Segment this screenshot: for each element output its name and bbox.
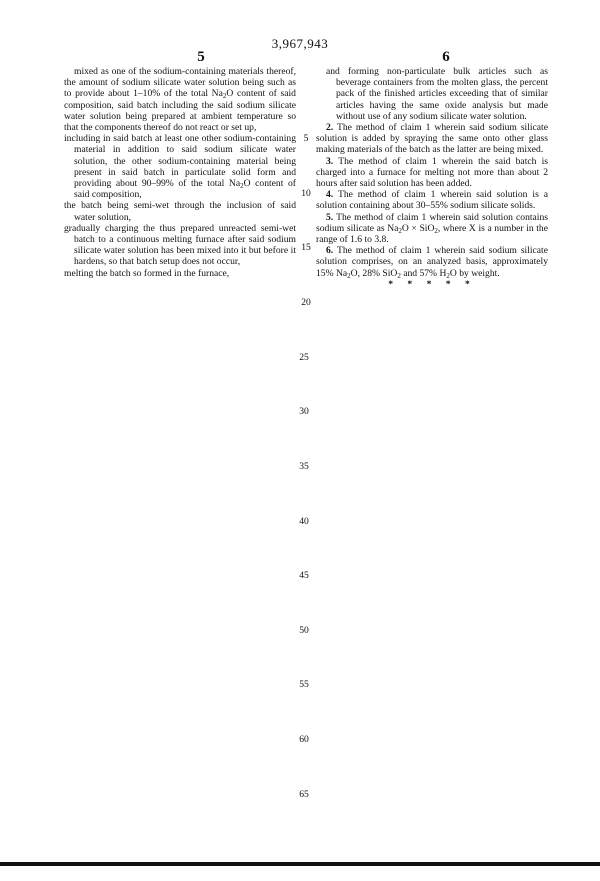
line-number: 30 xyxy=(299,406,309,417)
left-paragraph-5: melting the batch so formed in the furnace, xyxy=(64,267,230,279)
line-number: 65 xyxy=(299,789,309,800)
bottom-rule xyxy=(0,862,600,866)
claim-6: 6. The method of claim 1 wherein said sodium silicate solution comprises, on an analyzed basis, approximately 15% $Na_2O$, 28% SiO$_2$ and 57% $H_2O$ by weight. xyxy=(316,245,548,280)
line-number: 10 xyxy=(301,188,311,199)
right-column xyxy=(316,66,548,290)
left-paragraph-2: including in said batch at least one other sodium-containing material in addition to said sodium silicate water solution, the other sodium-containing material being present in said batch in particulate solid form and providing about 90–99% of the total $Na_2O$ content of said composition, xyxy=(64,133,296,201)
line-number: 15 xyxy=(301,242,311,253)
line-number: 45 xyxy=(299,570,309,581)
claim-4: 4. The method of claim 1 wherein said solution is a solution containing about 30–55% sodium silicate solids. xyxy=(316,189,548,212)
line-number: 60 xyxy=(299,734,309,745)
patent-number: 3,967,943 xyxy=(271,36,329,51)
line-number: 5 xyxy=(303,133,309,144)
line-number: 35 xyxy=(299,461,309,472)
left-paragraph-3: the batch being semi-wet through the inclusion of said water solution, xyxy=(64,200,296,223)
left-column xyxy=(64,66,296,279)
claim-3: 3. The method of claim 1 wherein the said batch is charged into a furnace for melting not more than about 2 hours after said solution has been added. xyxy=(316,155,549,190)
line-number: 55 xyxy=(299,679,309,690)
line-number: 25 xyxy=(299,352,309,363)
end-of-document-mark: * * * * * xyxy=(388,278,476,290)
left-paragraph-1: mixed as one of the sodium-containing materials thereof, the amount of sodium silicate water solution being such as to provide about 1–10% of the total $Na_2O$ content of said composition, said batch including the said sodium silicate water solution being prepared at ambient temperature so that the components thereof do not react or set up, xyxy=(64,66,296,134)
line-number: 20 xyxy=(301,297,311,308)
right-column-number: 6 xyxy=(442,49,450,65)
right-paragraph-1: and forming non-particulate bulk articles such as beverage containers from the molten glass, the percent pack of the finished articles exceeding that of similar articles having the same oxide analysis but made without use of any sodium silicate water solution. xyxy=(326,66,548,122)
left-paragraph-4: gradually charging the thus prepared unreacted semi-wet batch to a continuous melting furnace after said sodium silicate water solution has been mixed into it but before it hardens, so that batch setup does not occur, xyxy=(64,222,296,268)
line-number: 50 xyxy=(299,625,309,636)
left-column-number: 5 xyxy=(197,49,205,65)
claim-2: 2. The method of claim 1 wherein said sodium silicate solution is added by spraying the same onto other glass making materials of the batch as the latter are being mixed. xyxy=(316,122,548,156)
line-number: 40 xyxy=(299,516,309,527)
claim-5: 5. The method of claim 1 wherein said solution contains sodium silicate as $Na_2O \times SiO_2$, where X is a number in the range of 1.6 to 3.8. xyxy=(316,211,548,246)
